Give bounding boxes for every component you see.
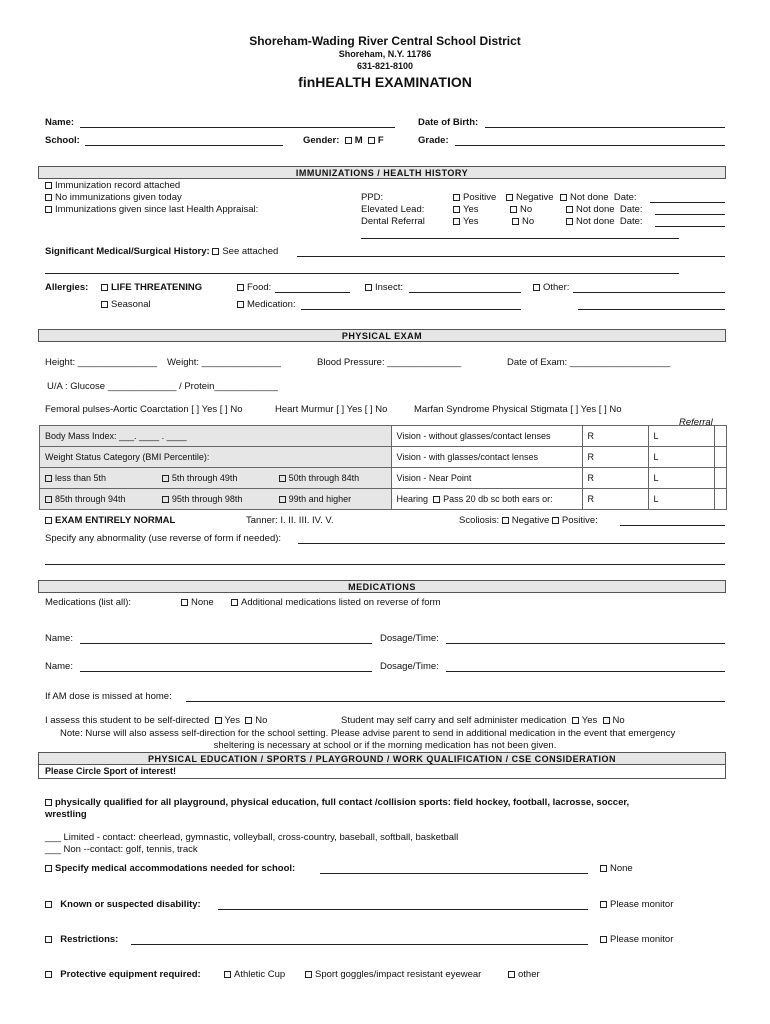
med-name-field-1[interactable]	[80, 643, 372, 644]
bp-field[interactable]: Blood Pressure: ______________	[317, 357, 462, 368]
immunizations-heading: IMMUNIZATIONS / HEALTH HISTORY	[38, 166, 726, 179]
qualified-all[interactable]: physically qualified for all playground, physical education, full contact /collision sports: field hockey, football, lacrosse, soccer,	[45, 797, 629, 808]
school-field[interactable]	[85, 145, 283, 146]
abnormality-field[interactable]	[298, 543, 725, 544]
gender-f-label: F	[377, 135, 384, 146]
food-field[interactable]	[275, 292, 350, 293]
pct-95-98[interactable]: 95th through 98th	[157, 489, 274, 510]
dosage-label-1: Dosage/Time:	[380, 633, 439, 644]
lead-date-field[interactable]	[655, 214, 725, 215]
protective-label[interactable]: Protective equipment required:	[45, 969, 201, 980]
dental-label: Dental Referral	[361, 216, 425, 227]
medications-heading: MEDICATIONS	[38, 580, 726, 593]
dosage-field-1[interactable]	[446, 643, 725, 644]
dosage-field-2[interactable]	[446, 671, 725, 672]
protective-other[interactable]: other	[508, 969, 540, 980]
scoliosis-field[interactable]	[620, 525, 725, 526]
lead-label: Elevated Lead:	[361, 204, 425, 215]
district-city: Shoreham, N.Y. 11786	[338, 49, 432, 59]
restrictions-field[interactable]	[131, 944, 588, 945]
pct-85-94[interactable]: 85th through 94th	[40, 489, 157, 510]
accommodations-field[interactable]	[320, 873, 588, 874]
hearing-r[interactable]: R	[582, 489, 648, 510]
med-name-label-1: Name:	[45, 633, 73, 644]
medication-allergy-field[interactable]	[301, 309, 521, 310]
imm-extra-line[interactable]	[361, 238, 679, 239]
form-title: finHEALTH EXAMINATION	[298, 74, 472, 90]
marfan-field[interactable]: Marfan Syndrome Physical Stigmata [ ] Yes [ ] No	[414, 404, 622, 415]
med-additional[interactable]: Additional medications listed on reverse of form	[231, 597, 441, 608]
vision3-r[interactable]: R	[582, 468, 648, 489]
med-list-label: Medications (list all):	[45, 597, 132, 608]
pct-5-49[interactable]: 5th through 49th	[157, 468, 274, 489]
other-allergy[interactable]: Other:	[533, 282, 569, 293]
vision2-l[interactable]: L	[648, 447, 714, 468]
vision3-l[interactable]: L	[648, 468, 714, 489]
athletic-cup[interactable]: Athletic Cup	[224, 969, 285, 980]
dental-not-done[interactable]: Not done Date:	[566, 216, 643, 227]
history-field-2[interactable]	[45, 273, 679, 274]
vision1-r[interactable]: R	[582, 426, 648, 447]
history-label: Significant Medical/Surgical History:	[45, 246, 210, 257]
gender-m-checkbox[interactable]	[345, 137, 352, 144]
vision1-referral[interactable]	[714, 426, 726, 447]
other-field[interactable]	[573, 292, 725, 293]
imm-item-3[interactable]: Immunizations given since last Health Appraisal:	[45, 204, 258, 215]
bmi-cell[interactable]: Body Mass Index: ___. ____ . ____	[40, 426, 392, 447]
vision1-l[interactable]: L	[648, 426, 714, 447]
vision2-label: Vision - with glasses/contact lenses	[391, 447, 582, 468]
grade-label: Grade:	[418, 135, 449, 146]
self-carry-row: Student may self carry and self administer medication Yes No	[341, 715, 625, 726]
accommodations-none[interactable]: None	[600, 863, 633, 874]
other-field-2[interactable]	[578, 309, 725, 310]
qualified-wrestling: wrestling	[45, 809, 87, 820]
school-label: School:	[45, 135, 80, 146]
tanner-label[interactable]: Tanner: I. II. III. IV. V.	[246, 515, 334, 526]
sport-goggles[interactable]: Sport goggles/impact resistant eyewear	[305, 969, 481, 980]
hearing-cell[interactable]: Hearing Pass 20 db sc both ears or:	[391, 489, 582, 510]
disability-label[interactable]: Known or suspected disability:	[45, 899, 201, 910]
ua-field[interactable]: U/A : Glucose _____________ / Protein____________	[47, 381, 278, 392]
ppd-date-field[interactable]	[650, 202, 725, 203]
hearing-referral[interactable]	[714, 489, 726, 510]
vision3-referral[interactable]	[714, 468, 726, 489]
food-allergy[interactable]: Food:	[237, 282, 271, 293]
name-field[interactable]	[80, 127, 395, 128]
weight-status-cell: Weight Status Category (BMI Percentile):	[40, 447, 392, 468]
imm-item-2[interactable]: No immunizations given today	[45, 192, 182, 203]
see-attached-checkbox[interactable]	[212, 248, 219, 255]
scoliosis-negative-checkbox[interactable]	[502, 517, 509, 524]
disability-field[interactable]	[218, 909, 588, 910]
disability-monitor[interactable]: Please monitor	[600, 899, 673, 910]
dental-date-field[interactable]	[655, 226, 725, 227]
self-directed-yes[interactable]	[215, 717, 222, 724]
name-label: Name:	[45, 117, 75, 128]
circle-sport-note: Please Circle Sport of interest!	[38, 765, 726, 779]
district-name: Shoreham-Wading River Central School District	[249, 34, 521, 48]
dental-yes[interactable]: Yes	[453, 216, 479, 227]
med-none[interactable]: None	[181, 597, 214, 608]
ppd-not-done[interactable]: Not done Date:	[560, 192, 637, 203]
vision2-referral[interactable]	[714, 447, 726, 468]
limited-contact[interactable]: ___ Limited - contact: cheerlead, gymnastic, volleyball, cross-country, baseball, softball, basketball	[45, 832, 459, 843]
restrictions-label[interactable]: Restrictions:	[45, 934, 118, 945]
gender-label: Gender:	[303, 135, 340, 146]
self-carry-yes[interactable]	[572, 717, 579, 724]
exam-date-field[interactable]: Date of Exam: ___________________	[507, 357, 671, 368]
scoliosis-positive-checkbox[interactable]	[552, 517, 559, 524]
femoral-field[interactable]: Femoral pulses-Aortic Coarctation [ ] Yes [ ] No	[45, 404, 243, 415]
nurse-note-1: Note: Nurse will also assess self-direction for the school setting. Please advise parent to send in additional medication in the event that emergency	[60, 728, 676, 739]
referral-label: Referral	[679, 417, 713, 428]
med-name-field-2[interactable]	[80, 671, 372, 672]
gender-m-label: M	[354, 135, 363, 146]
district-phone: 631-821-8100	[356, 61, 414, 71]
life-threatening[interactable]: LIFE THREATENING	[101, 282, 202, 293]
vision2-r[interactable]: R	[582, 447, 648, 468]
restrictions-monitor[interactable]: Please monitor	[600, 934, 673, 945]
am-dose-field[interactable]	[186, 701, 725, 702]
abnormality-label: Specify any abnormality (use reverse of form if needed):	[45, 533, 282, 544]
ppd-label: PPD:	[361, 192, 384, 203]
dental-no[interactable]: No	[512, 216, 534, 227]
insect-allergy[interactable]: Insect:	[365, 282, 403, 293]
imm-item-1[interactable]: Immunization record attached	[45, 180, 180, 191]
am-dose-label: If AM dose is missed at home:	[45, 691, 172, 702]
scoliosis-row: Scoliosis: Negative Positive:	[459, 515, 598, 526]
self-directed-row: I assess this student to be self-directed Yes No	[45, 715, 268, 726]
dob-field[interactable]	[485, 127, 725, 128]
ppd-negative[interactable]: Negative	[506, 192, 554, 203]
pct-lt5[interactable]: less than 5th	[40, 468, 157, 489]
hearing-l[interactable]: L	[648, 489, 714, 510]
pct-99[interactable]: 99th and higher	[274, 489, 391, 510]
grade-field[interactable]	[455, 145, 725, 146]
ppd-positive[interactable]: Positive	[453, 192, 496, 203]
gender-field	[303, 135, 384, 146]
exam-normal[interactable]: EXAM ENTIRELY NORMAL	[45, 515, 175, 526]
vision3-label: Vision - Near Point	[391, 468, 582, 489]
self-directed-no[interactable]	[245, 717, 252, 724]
abnormality-field-2[interactable]	[45, 564, 725, 565]
history-field[interactable]	[297, 256, 725, 257]
pct-50-84[interactable]: 50th through 84th	[274, 468, 391, 489]
allergies-label: Allergies:	[45, 282, 89, 293]
dosage-label-2: Dosage/Time:	[380, 661, 439, 672]
pe-heading: PHYSICAL EDUCATION / SPORTS / PLAYGROUND / WORK QUALIFICATION / CSE CONSIDERATION	[38, 752, 726, 765]
non-contact[interactable]: ___ Non --contact: golf, tennis, track	[45, 844, 198, 855]
lead-no[interactable]: No	[510, 204, 532, 215]
lead-not-done[interactable]: Not done Date:	[566, 204, 643, 215]
seasonal-allergy[interactable]: Seasonal	[101, 299, 151, 310]
weight-field[interactable]: Weight: _______________	[167, 357, 281, 368]
nurse-note-2: sheltering is necessary at school or if the morning medication has not been given.	[213, 740, 557, 751]
gender-f-checkbox[interactable]	[368, 137, 375, 144]
vision1-label: Vision - without glasses/contact lenses	[391, 426, 582, 447]
medication-allergy[interactable]: Medication:	[237, 299, 296, 310]
insect-field[interactable]	[409, 292, 521, 293]
self-carry-no[interactable]	[603, 717, 610, 724]
exam-table	[39, 425, 727, 510]
murmur-field[interactable]: Heart Murmur [ ] Yes [ ] No	[275, 404, 388, 415]
med-name-label-2: Name:	[45, 661, 73, 672]
height-field[interactable]: Height: _______________	[45, 357, 157, 368]
physical-heading: PHYSICAL EXAM	[38, 329, 726, 342]
accommodations-label[interactable]: Specify medical accommodations needed for school:	[45, 863, 295, 874]
history-row: Significant Medical/Surgical History: See attached	[45, 246, 279, 257]
dob-label: Date of Birth:	[418, 117, 479, 128]
lead-yes[interactable]: Yes	[453, 204, 479, 215]
